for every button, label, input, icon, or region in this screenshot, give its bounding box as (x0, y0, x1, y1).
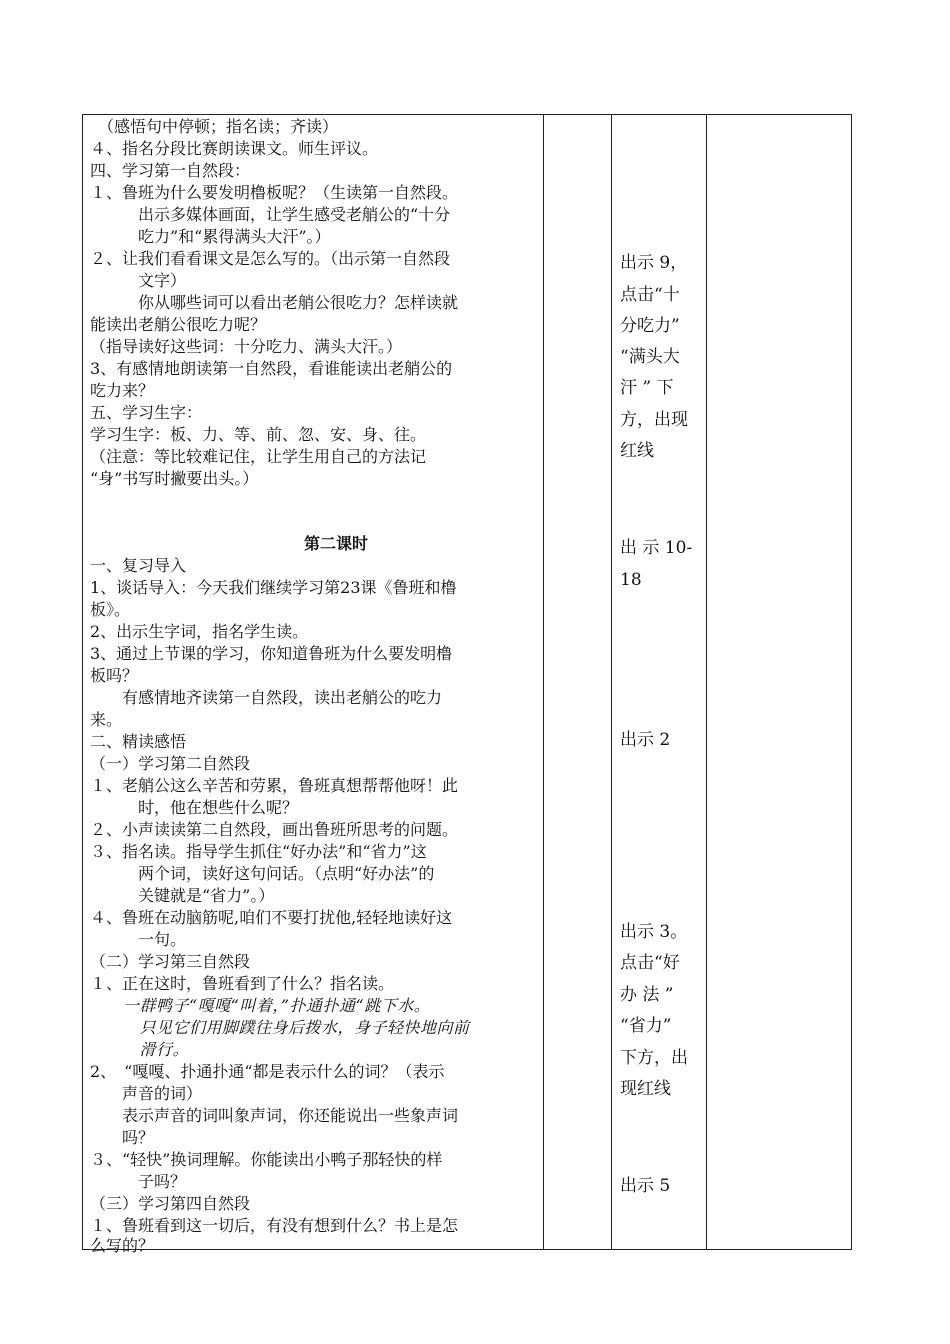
text-line: １、鲁班看到这一切后，有没有想到什么？书上是怎 (90, 1216, 459, 1235)
column-divider (611, 115, 612, 1249)
text-line: （三）学习第四自然段 (90, 1194, 251, 1213)
text-line: ４、鲁班在动脑筋呢,咱们不要打扰他,轻轻地读好这 (90, 908, 453, 927)
text-line: （感悟句中停顿；指名读；齐读） (90, 117, 339, 136)
media-note: 分吃力” (620, 316, 680, 336)
text-line: “身”书写时撇要出头。） (90, 469, 259, 488)
quoted-sentence: 一群鸭子“嘎嘎“叫着，”扑通扑通“跳下水。 (90, 996, 431, 1015)
text-line: 声音的词） (90, 1084, 203, 1103)
media-note: 点击“十 (620, 285, 680, 305)
text-line: 1、谈话导入：今天我们继续学习第23课《鲁班和橹 (90, 578, 457, 597)
column-divider (543, 115, 544, 1249)
text-line: 么写的？ (90, 1236, 155, 1255)
media-note: 18 (620, 570, 642, 590)
quoted-sentence: 滑行。 (90, 1040, 190, 1059)
text-line: 学习生字：板、力、等、前、忽、安、身、往。 (90, 425, 427, 444)
section-title: 第二课时 (304, 534, 369, 553)
text-line: （注意：等比较难记住，让学生用自己的方法记 (90, 447, 427, 466)
text-line: 四、学习第一自然段： (90, 161, 251, 180)
text-line: 二、精读感悟 (90, 732, 187, 751)
media-note: 下方，出 (620, 1048, 688, 1068)
media-note: 出示 3。 (620, 922, 688, 942)
text-line: ２、让我们看看课文是怎么写的。（出示第一自然段 (90, 249, 451, 268)
media-note: 出示 5 (620, 1176, 671, 1196)
text-line: ２、小声读读第二自然段，画出鲁班所思考的问题。 (90, 820, 459, 839)
text-line: 2、 “嘎嘎、扑通扑通“都是表示什么的词？（表示 (90, 1062, 445, 1081)
text-line: 吃力来？ (90, 381, 155, 400)
text-line: 子吗？ (90, 1172, 187, 1191)
media-note: 出 示 10- (620, 538, 693, 558)
text-line: 能读出老艄公很吃力呢？ (90, 315, 267, 334)
text-line: （一）学习第二自然段 (90, 754, 251, 773)
text-line: ４、指名分段比赛朗读课文。师生评议。 (90, 139, 379, 158)
text-line: 板》。 (90, 600, 131, 619)
text-line: 板吗？ (90, 666, 139, 685)
text-line: 两个词，读好这句问话。（点明“好办法”的 (90, 864, 435, 883)
text-line: 3、通过上节课的学习，你知道鲁班为什么要发明橹 (90, 644, 453, 663)
text-line: 出示多媒体画面，让学生感受老艄公的“十分 (90, 205, 451, 224)
text-line: 你从哪些词可以看出老艄公很吃力？怎样读就 (90, 293, 459, 312)
media-note: 办 法 ” (620, 985, 674, 1005)
text-line: 3、有感情地朗读第一自然段，看谁能读出老艄公的 (90, 359, 453, 378)
media-note: 点击“好 (620, 953, 680, 973)
text-line: 五、学习生字： (90, 403, 203, 422)
media-note: 现红线 (620, 1079, 671, 1099)
text-line: １、正在这时，鲁班看到了什么？指名读。 (90, 974, 395, 993)
media-note: 出示 9， (620, 253, 688, 273)
text-line: （指导读好这些词：十分吃力、满头大汗。） (90, 337, 403, 356)
text-line: 表示声音的词叫象声词，你还能说出一些象声词 (90, 1106, 459, 1125)
text-line: （二）学习第三自然段 (90, 952, 251, 971)
media-note: “满头大 (620, 347, 680, 367)
text-line: 2、出示生字词，指名学生读。 (90, 622, 309, 641)
column-divider (706, 115, 707, 1249)
text-line: 吃力”和“累得满头大汗”。） (90, 227, 331, 246)
text-line: ３、指名读。指导学生抓住“好办法”和“省力”这 (90, 842, 427, 861)
media-note: 红线 (620, 441, 654, 461)
text-line: 吗？ (90, 1128, 155, 1147)
media-note: 汗 ” 下 (620, 378, 674, 398)
text-line: 关键就是“省力”。） (90, 886, 275, 905)
text-line: 有感情地齐读第一自然段，读出老艄公的吃力 (90, 688, 443, 707)
text-line: 一句。 (90, 930, 187, 949)
media-note: 出示 2 (620, 730, 671, 750)
media-note: “省力” (620, 1016, 672, 1036)
quoted-sentence: 只见它们用脚蹼往身后拨水，身子轻快地向前 (90, 1018, 470, 1037)
text-line: 时，他在想些什么呢？ (90, 798, 299, 817)
media-note: 方，出现 (620, 410, 688, 430)
text-line: 文字） (90, 271, 187, 290)
text-line: ３、“轻快”换词理解。你能读出小鸭子那轻快的样 (90, 1150, 443, 1169)
text-line: １、鲁班为什么要发明橹板呢？（生读第一自然段。 (90, 183, 459, 202)
text-line: １、老艄公这么辛苦和劳累，鲁班真想帮帮他呀！此 (90, 776, 459, 795)
text-line: 一、复习导入 (90, 556, 187, 575)
text-line: 来。 (90, 710, 123, 729)
